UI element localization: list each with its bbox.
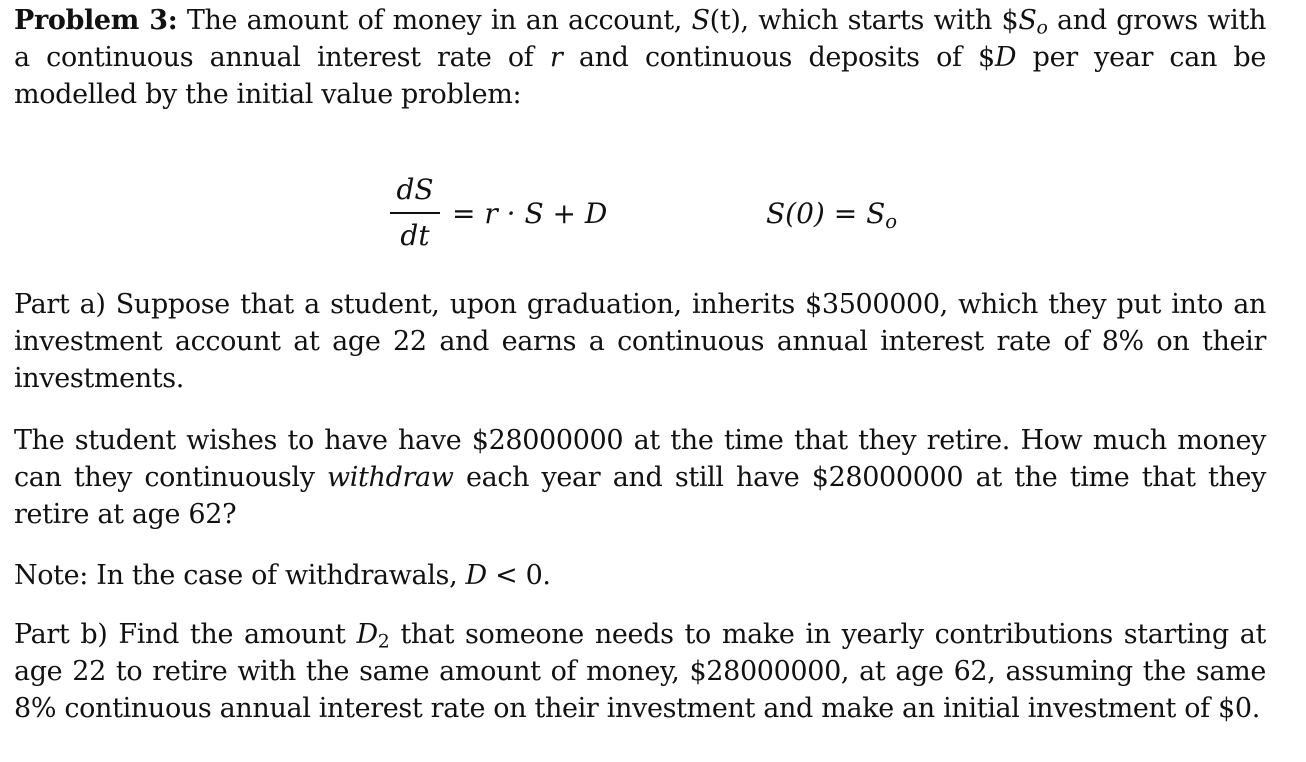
note-text-1: Note: In the case of withdrawals, (14, 560, 466, 591)
math-D2-sub: 2 (377, 630, 390, 653)
part-b-text-1: Part b) Find the amount (14, 619, 357, 650)
math-S0: S (1018, 5, 1037, 36)
math-S: S (691, 5, 710, 36)
math-r: r (549, 42, 563, 73)
math-D2: D (356, 619, 378, 650)
differential-equation (14, 172, 1266, 262)
fraction-denominator: dt (400, 219, 430, 252)
part-b-text-2: that someone needs to make in yearly contributions starting at age 22 to retire with the same amount of money, $28000000, at age 62, assuming the same 8% continuous annual interest rate on their investment and make an initial investment of $0. (14, 619, 1266, 724)
fraction-numerator: dS (396, 173, 434, 206)
note-text-2: < 0. (486, 560, 551, 591)
initial-condition (766, 196, 897, 232)
part-a-text: Part a) Suppose that a student, upon graduation, inherits $3500000, which they put into an investment account at age 22 and earns a continuous annual interest rate of 8% on their investments. (14, 289, 1266, 394)
question-text-1: The student wishes to have have $28000000 at the time that they retire. How much money can they continuously (14, 425, 1266, 493)
note-math-D: D (465, 560, 487, 591)
emphasis-withdraw: withdraw (326, 462, 454, 493)
problem-statement (14, 2, 1266, 113)
math-S0-sub: o (1036, 16, 1048, 39)
intro-text-3: and grows with a continuous annual interest rate of (14, 5, 1266, 73)
part-b-text (14, 616, 1266, 727)
intro-text-2: , which starts with $ (740, 5, 1019, 36)
intro-text-4: and continuous deposits of $ (562, 42, 995, 73)
equation-rhs: = r · S + D (452, 197, 608, 230)
intro-text-5: per year can be modelled by the initial value problem: (14, 42, 1266, 110)
problem-heading: Problem 3: (14, 5, 178, 36)
derivative-fraction (390, 172, 440, 254)
initial-condition-text: S(0) = S (766, 197, 886, 230)
note-text (14, 557, 551, 594)
math-t: (t) (709, 5, 741, 36)
question-text-2: each year and still have $28000000 at the time that they retire at age 62? (14, 462, 1267, 530)
fraction-bar (390, 212, 440, 214)
math-D: D (994, 42, 1017, 73)
question-text (14, 422, 1266, 533)
initial-condition-sub: o (885, 209, 898, 233)
intro-text-1: The amount of money in an account, (177, 5, 692, 36)
